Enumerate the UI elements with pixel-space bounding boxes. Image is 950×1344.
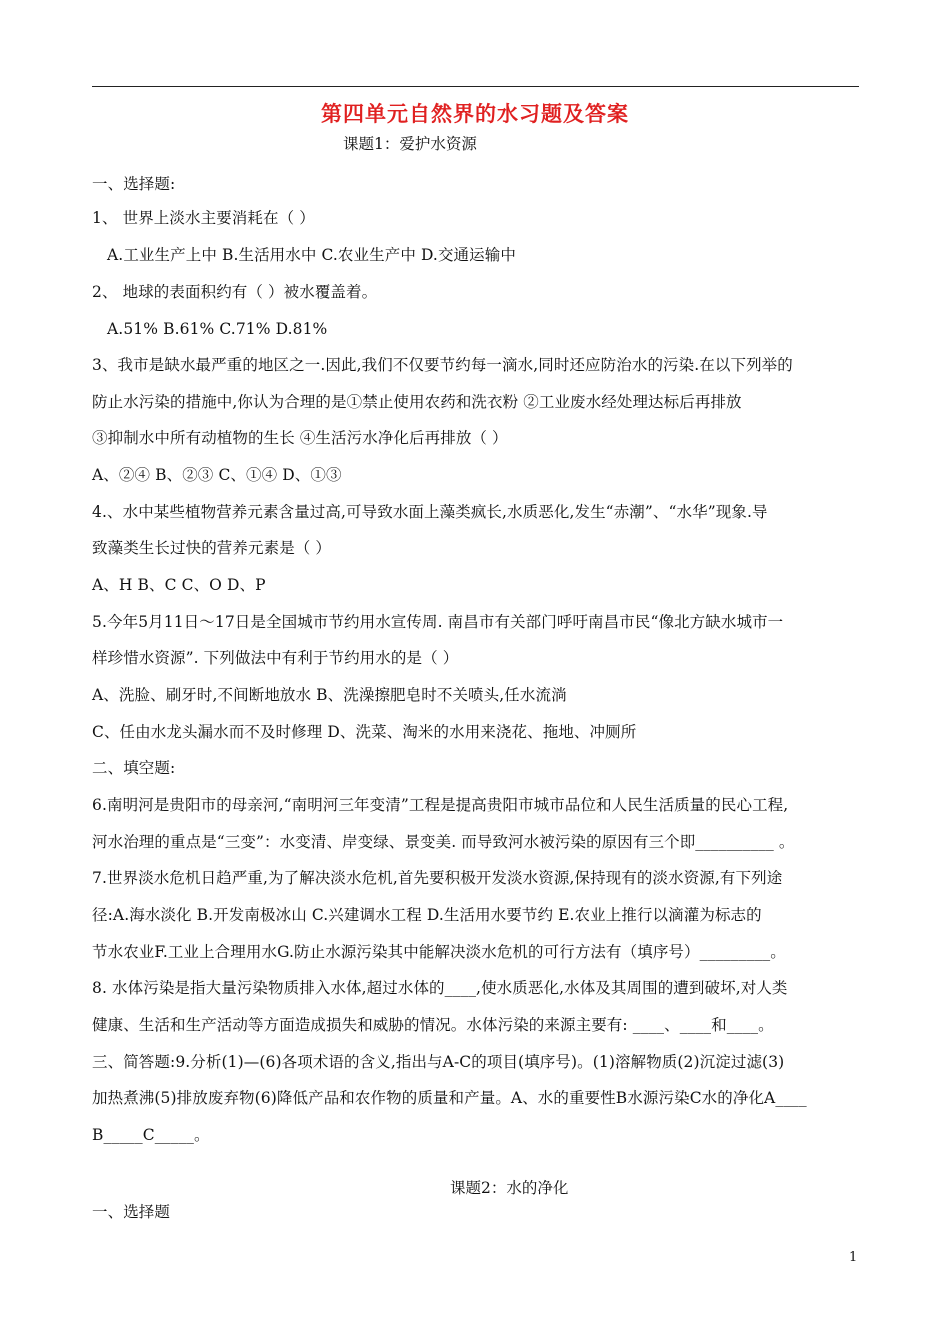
section-heading-fill: 二、填空题: xyxy=(92,759,176,777)
question-7-line-2: 径:A.海水淡化 B.开发南极冰山 C.兴建调水工程 D.生活用水要节约 E.农业上推行以滴灌为标志的 xyxy=(92,906,762,924)
question-6-line-1: 6.南明河是贵阳市的母亲河,“南明河三年变清”工程是提高贵阳市城市品位和人民生活质量的民心工程, xyxy=(92,796,789,814)
question-9-line-3: B_____C_____。 xyxy=(92,1126,210,1144)
question-7-line-1: 7.世界淡水危机日趋严重,为了解决淡水危机,首先要积极开发淡水资源,保持现有的淡水资源,有下列途 xyxy=(92,869,783,887)
question-6-line-2: 河水治理的重点是“三变”：水变清、岸变绿、景变美. 而导致河水被污染的原因有三个即__________ 。 xyxy=(92,833,795,851)
question-9-line-1: 三、简答题:9.分析(1)—(6)各项术语的含义,指出与A-C的项目(填序号)。(1)溶解物质(2)沉淀过滤(3) xyxy=(92,1053,785,1071)
question-4-options: A、H B、C C、O D、P xyxy=(92,576,266,594)
question-4-line-1: 4.、水中某些植物营养元素含量过高,可导致水面上藻类疯长,水质恶化,发生“赤潮”、“水华”现象.导 xyxy=(92,503,768,521)
question-1-options: A.工业生产上中 B.生活用水中 C.农业生产中 D.交通运输中 xyxy=(107,246,516,264)
question-5-options-ab: A、洗脸、刷牙时,不间断地放水 B、洗澡擦肥皂时不关喷头,任水流淌 xyxy=(92,686,567,704)
question-2-options: A.51% B.61% C.71% D.81% xyxy=(107,320,328,338)
question-5-line-2: 样珍惜水资源”. 下列做法中有利于节约用水的是（ ） xyxy=(92,649,459,667)
section-heading-choice-2: 一、选择题 xyxy=(92,1203,171,1221)
topic-1-heading: 课题1：爱护水资源 xyxy=(343,135,477,153)
question-2: 2、 地球的表面积约有（ ）被水覆盖着。 xyxy=(92,283,378,301)
question-3-line-2: 防止水污染的措施中,你认为合理的是①禁止使用农药和洗衣粉 ②工业废水经处理达标后再排放 xyxy=(92,393,742,411)
question-8-line-1: 8. 水体污染是指大量污染物质排入水体,超过水体的____,使水质恶化,水体及其周围的遭到破坏,对人类 xyxy=(92,979,788,997)
question-9-line-2: 加热煮沸(5)排放废弃物(6)降低产品和农作物的质量和产量。A、水的重要性B水源污染C水的净化A____ xyxy=(92,1089,807,1107)
question-4-line-2: 致藻类生长过快的营养元素是（ ） xyxy=(92,539,332,557)
question-7-line-3: 节水农业F.工业上合理用水G.防止水源污染其中能解决淡水危机的可行方法有（填序号）_________。 xyxy=(92,943,786,961)
topic-2-heading: 课题2：水的净化 xyxy=(450,1179,569,1197)
question-3-line-3: ③抑制水中所有动植物的生长 ④生活污水净化后再排放（ ） xyxy=(92,429,508,447)
section-heading-choice: 一、选择题: xyxy=(92,175,176,193)
question-3-line-1: 3、我市是缺水最严重的地区之一.因此,我们不仅要节约每一滴水,同时还应防治水的污染.在以下列举的 xyxy=(92,356,793,374)
question-1: 1、 世界上淡水主要消耗在（ ） xyxy=(92,209,315,227)
question-5-options-cd: C、任由水龙头漏水而不及时修理 D、洗菜、淘米的水用来浇花、拖地、冲厕所 xyxy=(92,723,637,741)
page-number: 1 xyxy=(849,1250,858,1265)
header-rule xyxy=(92,86,859,87)
page-title: 第四单元自然界的水习题及答案 xyxy=(321,102,629,126)
question-3-options: A、②④ B、②③ C、①④ D、①③ xyxy=(92,466,342,484)
question-5-line-1: 5.今年5月11日～17日是全国城市节约用水宣传周. 南昌市有关部门呼吁南昌市民“像北方缺水城市一 xyxy=(92,613,784,631)
question-8-line-2: 健康、生活和生产活动等方面造成损失和威胁的情况。水体污染的来源主要有: ____、____和____。 xyxy=(92,1016,774,1034)
